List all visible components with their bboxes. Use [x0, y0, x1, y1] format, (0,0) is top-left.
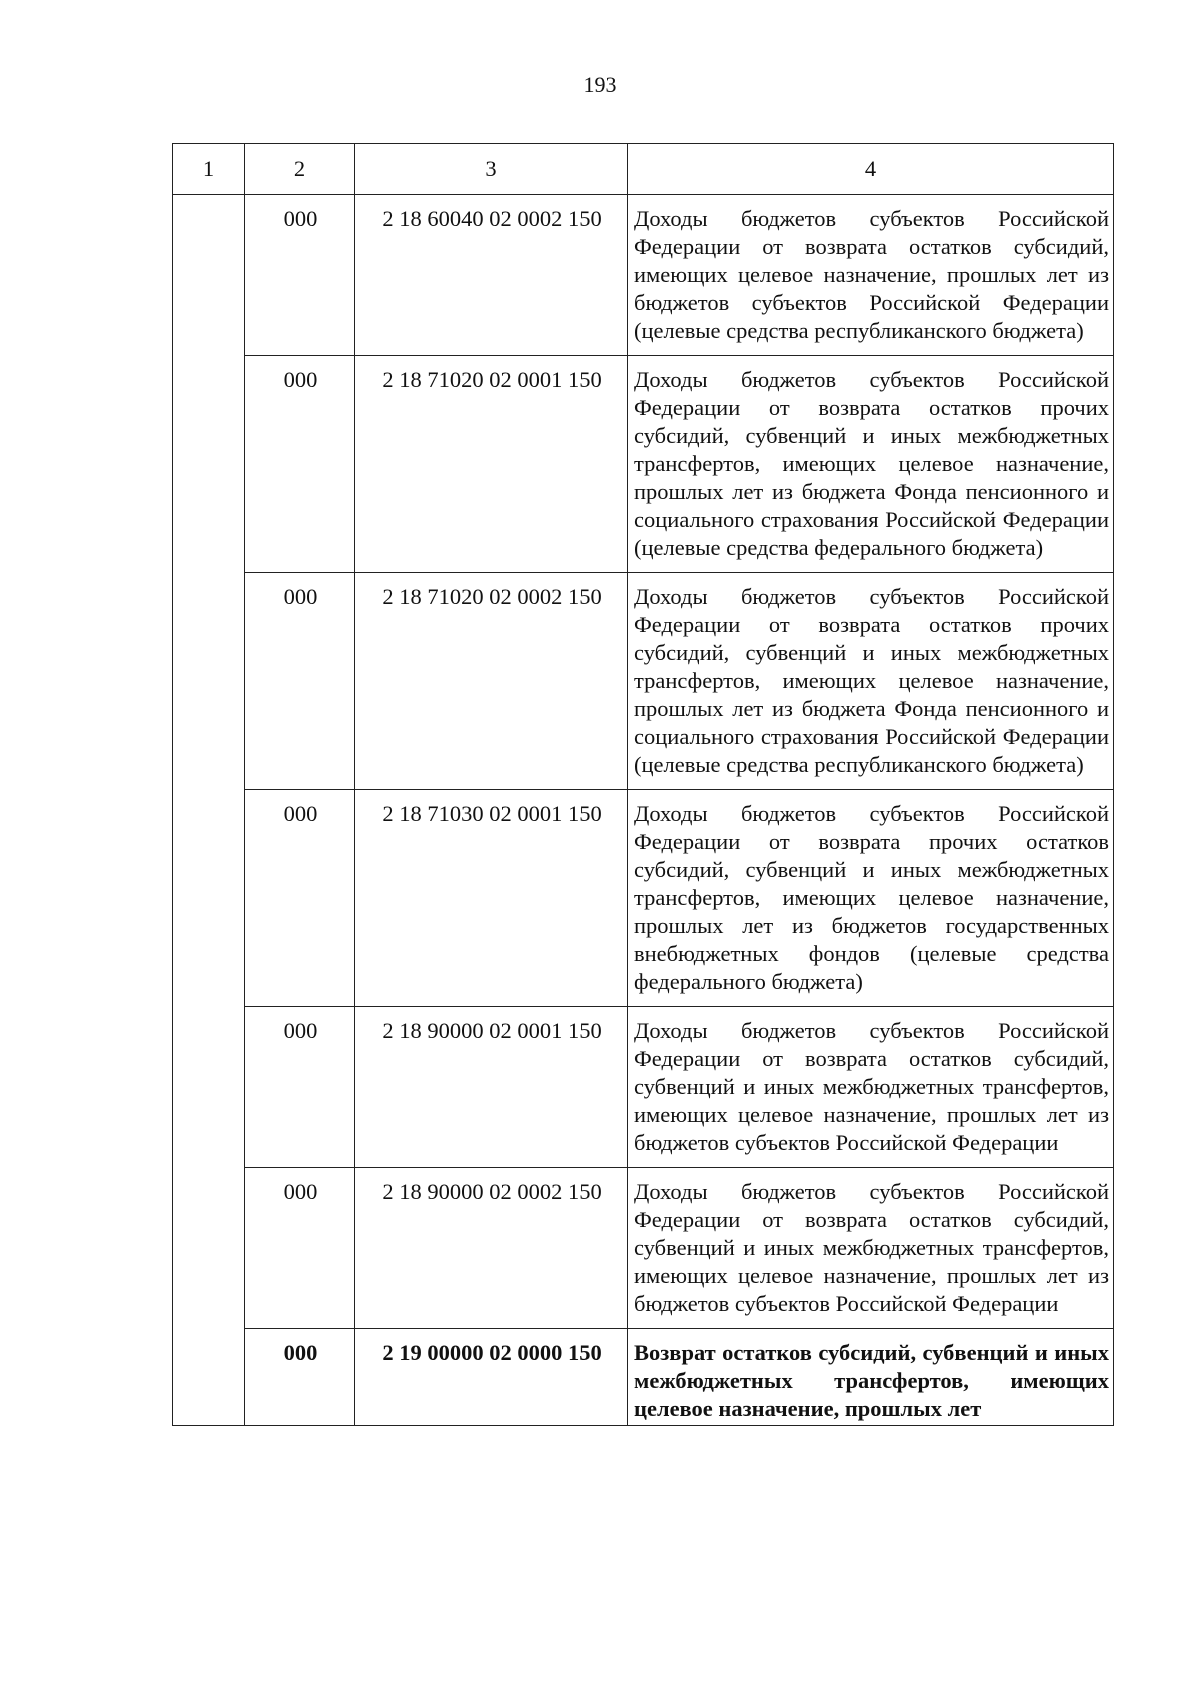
- budget-codes-table: [172, 143, 1114, 1426]
- header-col-4: 4: [628, 144, 1114, 195]
- description-cell: Доходы бюджетов субъектов Российской Федерации от возврата остатков субсидий, субвенций и иных межбюджетных трансфертов, имеющих целевое назначение, прошлых лет из бюджетов субъектов Российской Федерации: [628, 1168, 1114, 1329]
- admin-code-cell: 000: [245, 1007, 355, 1168]
- budget-code-cell: 2 18 71020 02 0002 150: [355, 573, 628, 790]
- table-row: [173, 790, 1114, 1007]
- header-col-1: 1: [173, 144, 245, 195]
- description-cell: Доходы бюджетов субъектов Российской Федерации от возврата остатков прочих субсидий, субвенций и иных межбюджетных трансфертов, имеющих целевое назначение, прошлых лет из бюджета Фонда пенсионного и социального страхования Российской Федерации (целевые средства федерального бюджета): [628, 356, 1114, 573]
- table-row: [173, 573, 1114, 790]
- admin-code-cell: 000: [245, 790, 355, 1007]
- table-row: [173, 1329, 1114, 1426]
- table-row: [173, 1168, 1114, 1329]
- admin-code-cell: 000: [245, 1329, 355, 1426]
- description-cell: Доходы бюджетов субъектов Российской Федерации от возврата остатков субсидий, имеющих целевое назначение, прошлых лет из бюджетов субъектов Российской Федерации (целевые средства республиканского бюджета): [628, 195, 1114, 356]
- description-cell: Доходы бюджетов субъектов Российской Федерации от возврата остатков субсидий, субвенций и иных межбюджетных трансфертов, имеющих целевое назначение, прошлых лет из бюджетов субъектов Российской Федерации: [628, 1007, 1114, 1168]
- admin-code-cell: 000: [245, 1168, 355, 1329]
- table-row: [173, 1007, 1114, 1168]
- table-row: [173, 195, 1114, 356]
- budget-code-cell: 2 18 90000 02 0002 150: [355, 1168, 628, 1329]
- description-cell: Доходы бюджетов субъектов Российской Федерации от возврата прочих остатков субсидий, субвенций и иных межбюджетных трансфертов, имеющих целевое назначение, прошлых лет из бюджетов государственных внебюджетных фондов (целевые средства федерального бюджета): [628, 790, 1114, 1007]
- admin-code-cell: 000: [245, 573, 355, 790]
- page-number: 193: [583, 72, 617, 97]
- budget-code-cell: 2 18 60040 02 0002 150: [355, 195, 628, 356]
- table-row: [173, 356, 1114, 573]
- budget-code-cell: 2 18 71030 02 0001 150: [355, 790, 628, 1007]
- description-cell: Возврат остатков субсидий, субвенций и иных межбюджетных трансфертов, имеющих целевое назначение, прошлых лет: [628, 1329, 1114, 1426]
- merged-col-1-cell: [173, 195, 245, 1426]
- budget-code-cell: 2 19 00000 02 0000 150: [355, 1329, 628, 1426]
- header-col-2: 2: [245, 144, 355, 195]
- header-col-3: 3: [355, 144, 628, 195]
- admin-code-cell: 000: [245, 195, 355, 356]
- table-header-row: [173, 144, 1114, 195]
- budget-code-cell: 2 18 71020 02 0001 150: [355, 356, 628, 573]
- description-cell: Доходы бюджетов субъектов Российской Федерации от возврата остатков прочих субсидий, субвенций и иных межбюджетных трансфертов, имеющих целевое назначение, прошлых лет из бюджета Фонда пенсионного и социального страхования Российской Федерации (целевые средства республиканского бюджета): [628, 573, 1114, 790]
- budget-code-cell: 2 18 90000 02 0001 150: [355, 1007, 628, 1168]
- admin-code-cell: 000: [245, 356, 355, 573]
